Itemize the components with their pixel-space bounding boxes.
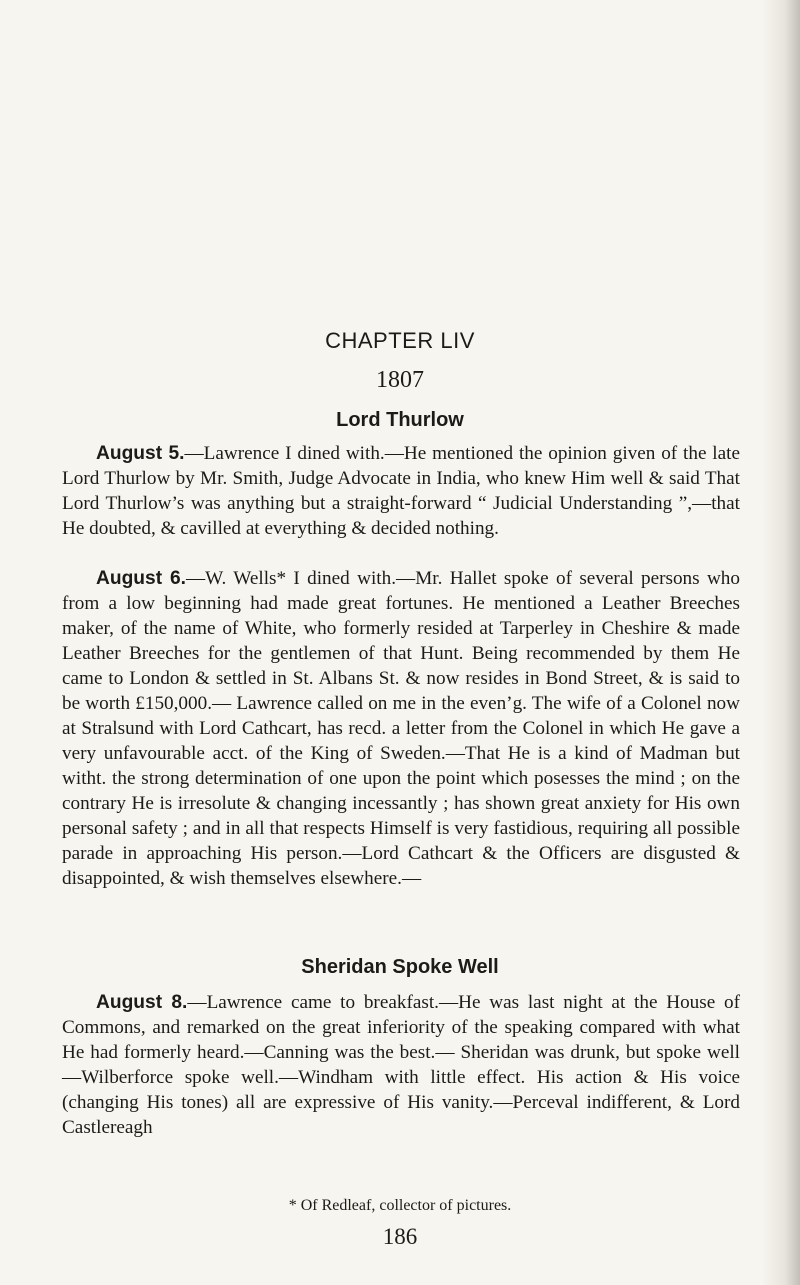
page-edge-shadow [762, 0, 800, 1285]
page-number: 186 [382, 1224, 418, 1249]
entry-text: —Lawrence I dined with.—He mentioned the opinion given of the late Lord Thurlow by Mr. Smith, Judge Advocate in India, who knew Him well & said That Lord Thurlow’s was anything but a straight-forward “ Judicial Understanding ”,—that He doubted, & cavilled at everything & decided nothing. [62, 443, 740, 539]
entry-text: —W. Wells* I dined with.—Mr. Hallet spoke of several persons who from a low beginning had made great fortunes. He mentioned a Leather Breeches maker, of the name of White, who formerly resided at Tarperley in Cheshire & made Leather Breeches for the gentlemen of that Hunt. Being recommended by them He came to London & settled in St. Albans St. & now resides in Bond Street, & is said to be worth £150,000.— Lawrence called on me in the even’g. The wife of a Colonel now at Stralsund with Lord Cathcart, has recd. a letter from the Colonel in which He gave a very unfavourable acct. of the King of Sweden.—That He is a kind of Madman but witht. the strong determination of one upon the point which posesses the mind ; on the contrary He is irresolute & changing incessantly ; has shown great anxiety for His own personal safety ; and in all that respects Himself is very fastidious, requiring all possible parade in approaching His person.—Lord Cathcart & the Officers are disgusted & disappointed, & wish themselves elsewhere.— [62, 568, 740, 889]
footnote: * Of Redleaf, collector of pictures. [288, 1197, 512, 1214]
entry-august-8 [62, 990, 740, 1140]
entry-date: August 6. [96, 568, 186, 589]
entry-august-6 [62, 566, 740, 891]
chapter-title: CHAPTER LIV [325, 328, 475, 353]
entry-date: August 5. [96, 443, 185, 464]
entry-date: August 8. [96, 992, 188, 1013]
entry-text: —Lawrence came to breakfast.—He was last night at the House of Commons, and remarked on the great inferiority of the speaking compared with what He had formerly heard.—Canning was the best.— Sheridan was drunk, but spoke well—Wilberforce spoke well.—Windham with little effect. His action & His voice (changing His tones) all are expressive of His vanity.—Perceval indifferent, & Lord Castlereagh [62, 992, 740, 1138]
section-heading-lord-thurlow: Lord Thurlow [336, 409, 464, 431]
entry-august-5 [62, 441, 740, 541]
chapter-year: 1807 [376, 367, 424, 393]
section-heading-sheridan-spoke-well: Sheridan Spoke Well [301, 956, 499, 978]
